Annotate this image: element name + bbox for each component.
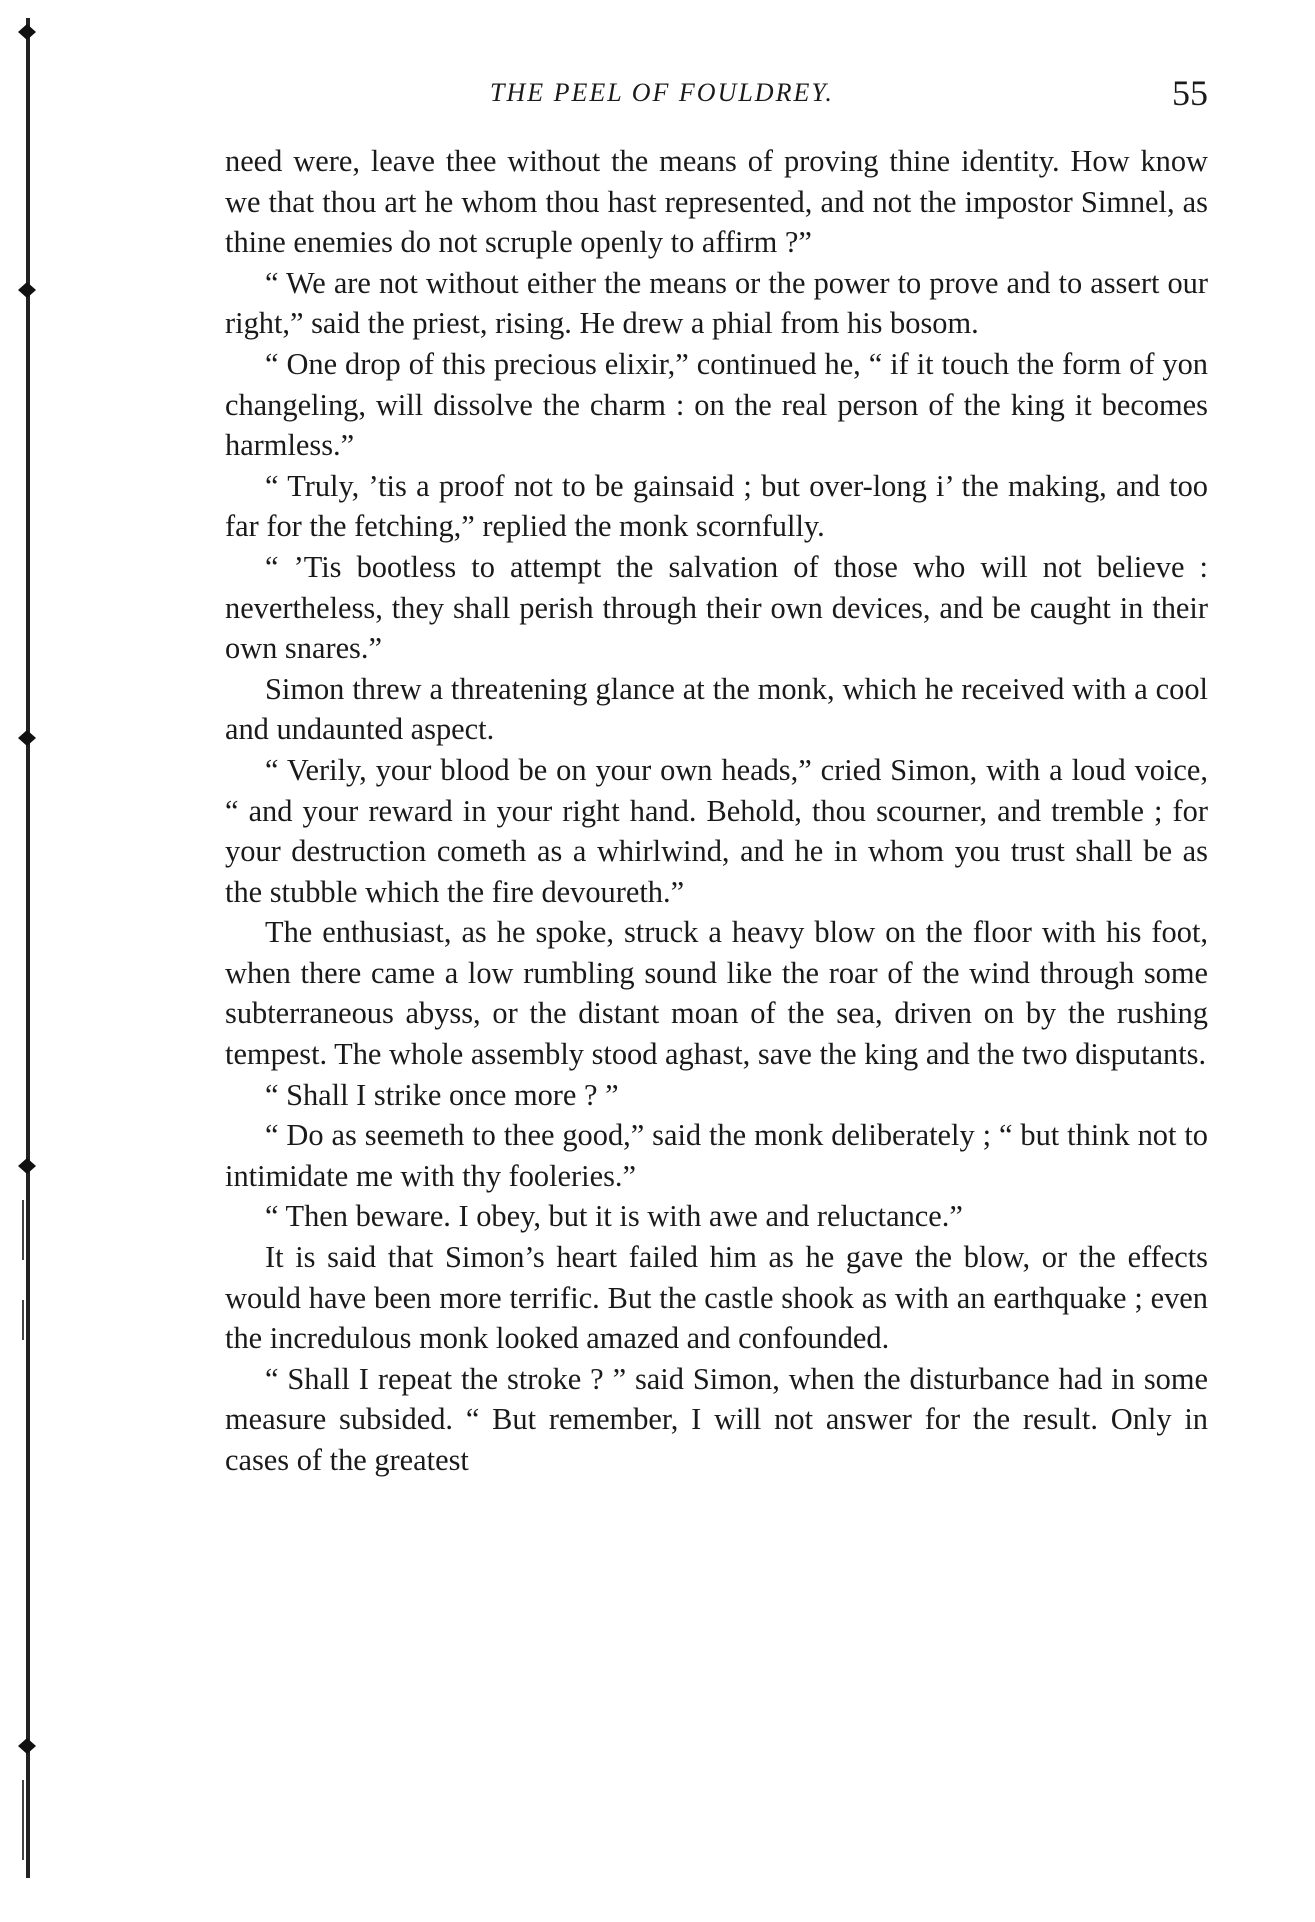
paragraph: “ Verily, your blood be on your own heads,” cried Simon, with a loud voice, “ and your reward in your right hand. Behold, thou scourner, and tremble ; for your destruction cometh as a whirlwind, and he in whom you trust shall be as the stubble which the fire devoureth.” — [225, 752, 1208, 909]
binding-edge-mark — [18, 282, 36, 298]
running-title: THE PEEL OF FOULDREY. — [490, 78, 834, 107]
paragraph: Simon threw a threatening glance at the monk, which he received with a cool and undaunted aspect. — [225, 671, 1208, 747]
paragraph: “ Do as seemeth to thee good,” said the monk deliberately ; “ but think not to intimidate me with thy fooleries.” — [225, 1118, 1208, 1193]
paragraph: “ Shall I repeat the stroke ? ” said Simon, when the disturbance had in some measure subsided. “ But remember, I will not answer for the result. Only in cases of the greatest — [225, 1361, 1208, 1477]
paragraph: need were, leave thee without the means of proving thine identity. How know we that thou art he whom thou hast represented, and not the impostor Simnel, as thine enemies do not scruple openly to affirm ?” — [225, 144, 1208, 260]
paragraph: “ One drop of this precious elixir,” continued he, “ if it touch the form of yon changeling, will dissolve the charm : on the real person of the king it becomes harmless.” — [225, 346, 1208, 463]
binding-edge-mark — [18, 24, 36, 40]
binding-edge-mark — [18, 730, 36, 746]
page-number: 55 — [1172, 73, 1208, 113]
paragraph: “ Truly, ’tis a proof not to be gainsaid ; but over-long i’ the making, and too far for the fetching,” replied the monk scornfully. — [225, 468, 1208, 544]
paragraph: “ ’Tis bootless to attempt the salvation of those who will not believe : nevertheless, they shall perish through their own devices, and be caught in their own snares.” — [225, 549, 1208, 666]
paragraph: “ We are not without either the means or the power to prove and to assert our right,” said the priest, rising. He drew a phial from his bosom. — [225, 265, 1208, 341]
binding-edge-mark — [18, 1158, 36, 1174]
page-header — [225, 73, 1208, 126]
paragraph: It is said that Simon’s heart failed him as he gave the blow, or the effects would have been more terrific. But the castle shook as with an earthquake ; even the incredulous monk looked amazed and confounded. — [225, 1240, 1208, 1356]
binding-edge-speck — [22, 1200, 24, 1260]
paragraph: “ Shall I strike once more ? ” — [265, 1077, 619, 1112]
binding-edge-speck — [22, 1300, 24, 1340]
paragraph: “ Then beware. I obey, but it is with awe and reluctance.” — [265, 1199, 963, 1234]
text-body — [225, 141, 1208, 1481]
paragraph: The enthusiast, as he spoke, struck a heavy blow on the floor with his foot, when there came a low rumbling sound like the roar of the wind through some subterraneous abyss, or the distant moan of the sea, driven on by the rushing tempest. The whole assembly stood aghast, save the king and the two disputants. — [225, 915, 1208, 1072]
binding-edge-speck — [22, 1780, 24, 1860]
binding-edge-mark — [18, 1738, 36, 1754]
